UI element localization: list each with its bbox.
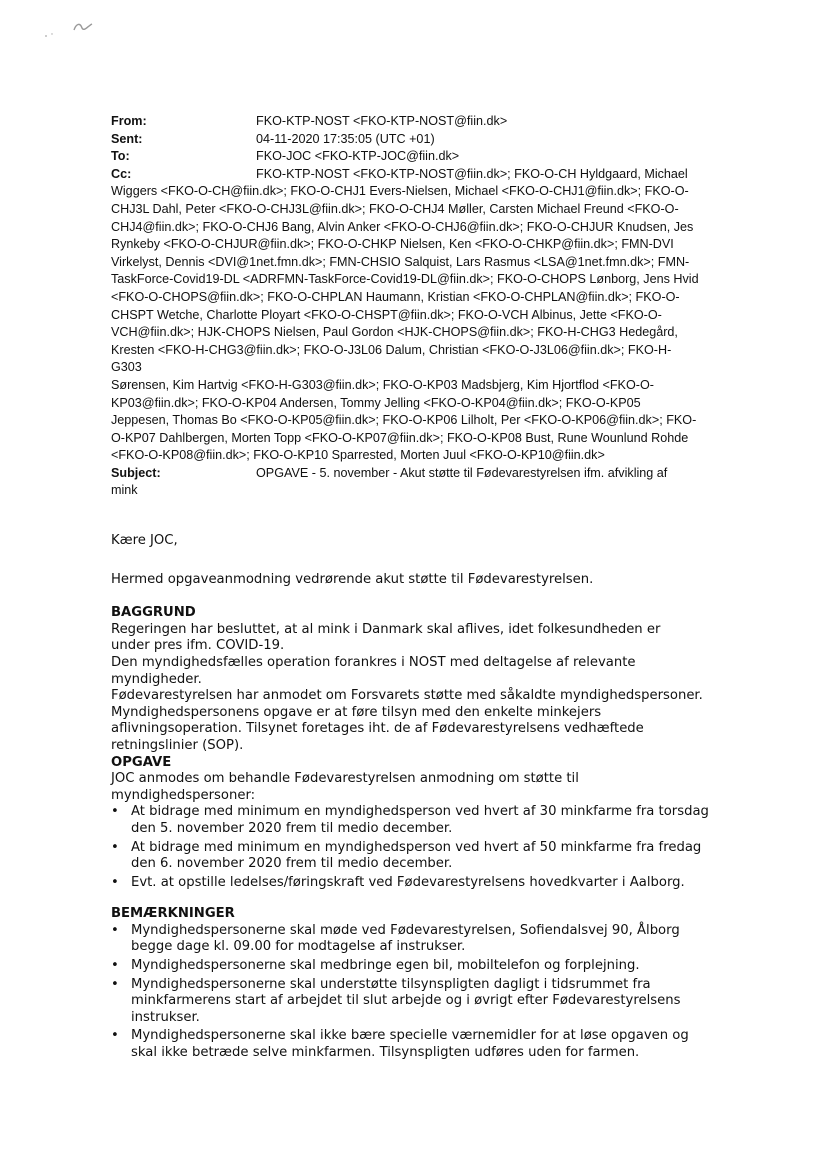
from-value: FKO-KTP-NOST <FKO-KTP-NOST@fiin.dk> — [256, 114, 508, 128]
cc-line: O-KP07 Dahlbergen, Morten Topp <FKO-O-KP07@fiin.dk>; FKO-O-KP08 Bust, Rune Wounlund Rohde — [111, 430, 689, 445]
baggrund-line: Fødevarestyrelsen har anmodet om Forsvarets støtte med såkaldte myndighedspersoner. — [111, 688, 703, 704]
cc-continuation — [111, 183, 701, 465]
cc-line: Rynkeby <FKO-O-CHJUR@fiin.dk>; FKO-O-CHKP Nielsen, Ken <FKO-O-CHKP@fiin.dk>; FMN-DVI — [111, 237, 674, 252]
baggrund-line: myndigheder. — [111, 671, 202, 687]
opgave-line: JOC anmodes om behandle Fødevarestyrelsen anmodning om støtte til — [111, 771, 579, 787]
cc-line: KP03@fiin.dk>; FKO-O-KP04 Andersen, Tommy Jelling <FKO-O-KP04@fiin.dk>; FKO-O-KP05 — [111, 395, 641, 410]
section-opgave — [111, 755, 711, 892]
cc-line: <FKO-O-CHOPS@fiin.dk>; FKO-O-CHPLAN Haumann, Kristian <FKO-O-CHPLAN@fiin.dk>; FKO-O- — [111, 289, 680, 304]
opgave-line: myndighedspersoner: — [111, 787, 256, 803]
intro-text: Hermed opgaveanmodning vedrørende akut støtte til Fødevarestyrelsen. — [111, 571, 594, 587]
cc-line: Kresten <FKO-H-CHG3@fiin.dk>; FKO-O-J3L06 Dalum, Christian <FKO-O-J3L06@fiin.dk>; FKO-H-G303 — [111, 342, 672, 375]
subject-value: OPGAVE - 5. november - Akut støtte til Fødevarestyrelsen ifm. afvikling af — [256, 465, 668, 480]
sent-row — [111, 131, 701, 149]
to-value: FKO-JOC <FKO-KTP-JOC@fiin.dk> — [256, 149, 460, 164]
cc-line: Sørensen, Kim Hartvig <FKO-H-G303@fiin.dk>; FKO-O-KP03 Madsbjerg, Kim Hjortflod <FKO-O- — [111, 377, 654, 392]
opgave-bullet-list — [111, 804, 711, 891]
cc-line: Virkelyst, Dennis <DVI@1net.fmn.dk>; FMN-CHSIO Salquist, Lars Rasmus <LSA@1net.fmn.dk>; FMN- — [111, 254, 690, 269]
to-row — [111, 148, 701, 166]
list-item: • At bidrage med minimum en myndighedsperson ved hvert af 50 minkfarme fra fredag den 6. november 2020 frem til medio december. — [131, 840, 711, 873]
greeting: Kære JOC, — [111, 533, 178, 548]
list-item: • Myndighedspersonerne skal understøtte tilsynspligten dagligt i tidsrummet fra minkfarmerens start af arbejdet til slut arbejde og i øvrigt efter Fødevarestyrelsens instrukser. — [131, 977, 711, 1027]
baggrund-line: Den myndighedsfælles operation forankres i NOST med deltagelse af relevante — [111, 654, 636, 670]
from-label: From: — [111, 114, 147, 128]
list-item: • Evt. at opstille ledelses/føringskraft ved Fødevarestyrelsens hovedkvarter i Aalborg. — [131, 875, 711, 892]
cc-line: VCH@fiin.dk>; HJK-CHOPS Nielsen, Paul Gordon <HJK-CHOPS@fiin.dk>; FKO-H-CHG3 Hedegård, — [111, 325, 678, 340]
cc-first-line: FKO-KTP-NOST <FKO-KTP-NOST@fiin.dk>; FKO-O-CH Hyldgaard, Michael — [256, 166, 688, 181]
cc-line: TaskForce-Covid19-DL <ADRFMN-TaskForce-Covid19-DL@fiin.dk>; FKO-O-CHOPS Lønborg, Jens Hvid — [111, 272, 699, 287]
cc-line: CHJ4@fiin.dk>; FKO-O-CHJ6 Bang, Alvin Anker <FKO-O-CHJ6@fiin.dk>; FKO-O-CHJUR Knudsen, Jes — [111, 219, 694, 234]
list-item: • Myndighedspersonerne skal møde ved Fødevarestyrelsen, Sofiendalsvej 90, Ålborg begge dage kl. 09.00 for modtagelse af instrukser. — [131, 923, 711, 956]
sent-value: 04-11-2020 17:35:05 (UTC +01) — [256, 131, 435, 146]
from-row — [111, 113, 701, 131]
list-item: • Myndighedspersonerne skal ikke bære specielle værnemidler for at løse opgaven og skal ikke betræde selve minkfarmen. Tilsynspligten udføres uden for farmen. — [131, 1028, 711, 1061]
bemaerkninger-title: BEMÆRKNINGER — [111, 906, 235, 922]
subject-row — [111, 465, 701, 483]
opgave-title: OPGAVE — [111, 754, 172, 770]
baggrund-line: Regeringen har besluttet, at al mink i Danmark skal aflives, idet folkesundheden er — [111, 621, 661, 637]
baggrund-line: aflivningsoperation. Tilsynet foretages iht. de af Fødevarestyrelsens vedhæftede — [111, 721, 644, 737]
cc-line: Wiggers <FKO-O-CH@fiin.dk>; FKO-O-CHJ1 Evers-Nielsen, Michael <FKO-O-CHJ1@fiin.dk>; FKO-O- — [111, 184, 689, 199]
list-item: • At bidrage med minimum en myndighedsperson ved hvert af 30 minkfarme fra torsdag den 5. november 2020 frem til medio december. — [131, 804, 711, 837]
cc-row — [111, 166, 701, 184]
email-body — [111, 533, 711, 1064]
scan-mark — [38, 10, 98, 46]
to-label: To: — [111, 149, 130, 164]
cc-line: <FKO-O-KP08@fiin.dk>; FKO-O-KP10 Sparrested, Morten Juul <FKO-O-KP10@fiin.dk> — [111, 448, 605, 463]
section-baggrund — [111, 605, 711, 754]
sent-label: Sent: — [111, 131, 143, 146]
subject-wrap: mink — [111, 483, 138, 498]
cc-line: CHJ3L Dahl, Peter <FKO-O-CHJ3L@fiin.dk>; FKO-O-CHJ4 Møller, Carsten Michael Freund <FKO-O- — [111, 201, 679, 216]
cc-label: Cc: — [111, 166, 132, 181]
baggrund-line: retningslinier (SOP). — [111, 737, 244, 753]
baggrund-line: under pres ifm. COVID-19. — [111, 638, 285, 654]
email-header — [111, 113, 701, 500]
list-item: • Myndighedspersonerne skal medbringe egen bil, mobiltelefon og forplejning. — [131, 958, 711, 975]
bemaerkninger-bullet-list — [111, 923, 711, 1062]
baggrund-title: BAGGRUND — [111, 605, 196, 621]
section-bemaerkninger — [111, 906, 711, 1061]
cc-line: CHSPT Wetche, Charlotte Ployart <FKO-O-CHSPT@fiin.dk>; FKO-O-VCH Albinus, Jette <FKO-O- — [111, 307, 662, 322]
subject-label: Subject: — [111, 465, 161, 480]
baggrund-line: Myndighedspersonens opgave er at føre tilsyn med den enkelte minkejers — [111, 704, 602, 720]
cc-line: Jeppesen, Thomas Bo <FKO-O-KP05@fiin.dk>; FKO-O-KP06 Lilholt, Per <FKO-O-KP06@fiin.dk>; FKO- — [111, 413, 697, 428]
